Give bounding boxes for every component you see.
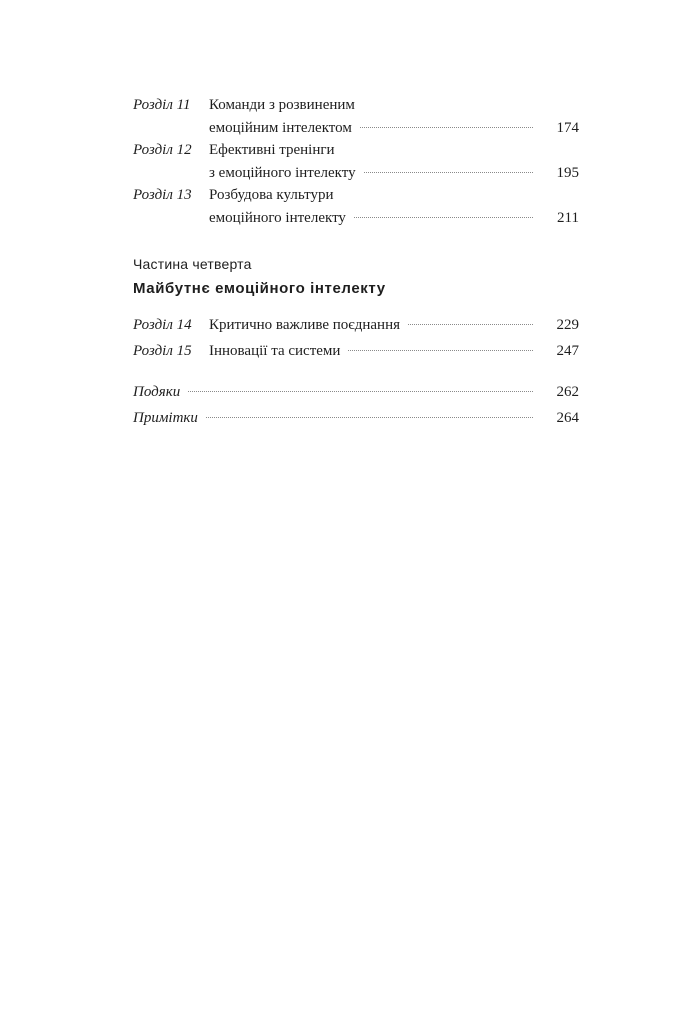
back-matter-text: Примітки: [133, 410, 198, 426]
chapter-title: [209, 184, 579, 230]
chapter-title-text: емоційного інтелекту: [209, 210, 346, 226]
chapter-label: Розділ 15: [133, 343, 192, 359]
chapter-title-line-2: [209, 207, 579, 230]
dot-leader: [354, 217, 533, 218]
back-matter-title: [133, 381, 579, 404]
chapter-title-line-1: Розбудова культури: [209, 187, 334, 203]
dot-leader: [348, 350, 532, 351]
page-number: 229: [556, 317, 579, 333]
toc-entry-acknowledgements[interactable]: [133, 381, 579, 404]
chapter-label: Розділ 14: [133, 317, 192, 333]
chapter-label: Розділ 11: [133, 97, 191, 113]
chapter-title-text: з емоційного інтелекту: [209, 165, 356, 181]
back-matter-line: [133, 407, 579, 430]
part-title: Майбутнє емоційного інтелекту: [133, 280, 386, 297]
chapter-title-line-1: Команди з розвиненим: [209, 97, 355, 113]
dot-leader: [206, 417, 533, 418]
back-matter-text: Подяки: [133, 384, 181, 400]
chapter-title: [209, 340, 579, 363]
page-number: 195: [556, 165, 579, 181]
back-matter-title: [133, 407, 579, 430]
dot-leader: [188, 391, 532, 392]
part-label: Частина четверта: [133, 256, 252, 272]
chapter-title-text: Інновації та системи: [209, 343, 341, 359]
chapter-title-line: [209, 340, 579, 363]
chapter-title-text: емоційним інтелектом: [209, 120, 352, 136]
toc-entry-chapter-12[interactable]: [133, 139, 579, 185]
back-matter-line: [133, 381, 579, 404]
dot-leader: [360, 127, 533, 128]
chapter-title: [209, 139, 579, 185]
chapter-title: [209, 314, 579, 337]
toc-entry-chapter-11[interactable]: [133, 94, 579, 140]
chapter-title-text: Критично важливе поєднання: [209, 317, 400, 333]
chapter-label: Розділ 12: [133, 142, 192, 158]
page-number: 262: [556, 384, 579, 400]
toc-entry-chapter-15[interactable]: [133, 340, 579, 363]
page-number: 264: [556, 410, 579, 426]
toc-entry-notes[interactable]: [133, 407, 579, 430]
page-number: 174: [556, 120, 579, 136]
chapter-label: Розділ 13: [133, 187, 192, 203]
page-number: 247: [556, 343, 579, 359]
chapter-title-line: [209, 314, 579, 337]
toc-entry-chapter-14[interactable]: [133, 314, 579, 337]
dot-leader: [364, 172, 533, 173]
page-number: 211: [557, 210, 579, 226]
chapter-title: [209, 94, 579, 140]
chapter-title-line-2: [209, 117, 579, 140]
chapter-title-line-1: Ефективні тренінги: [209, 142, 335, 158]
toc-entry-chapter-13[interactable]: [133, 184, 579, 230]
dot-leader: [408, 324, 533, 325]
chapter-title-line-2: [209, 162, 579, 185]
